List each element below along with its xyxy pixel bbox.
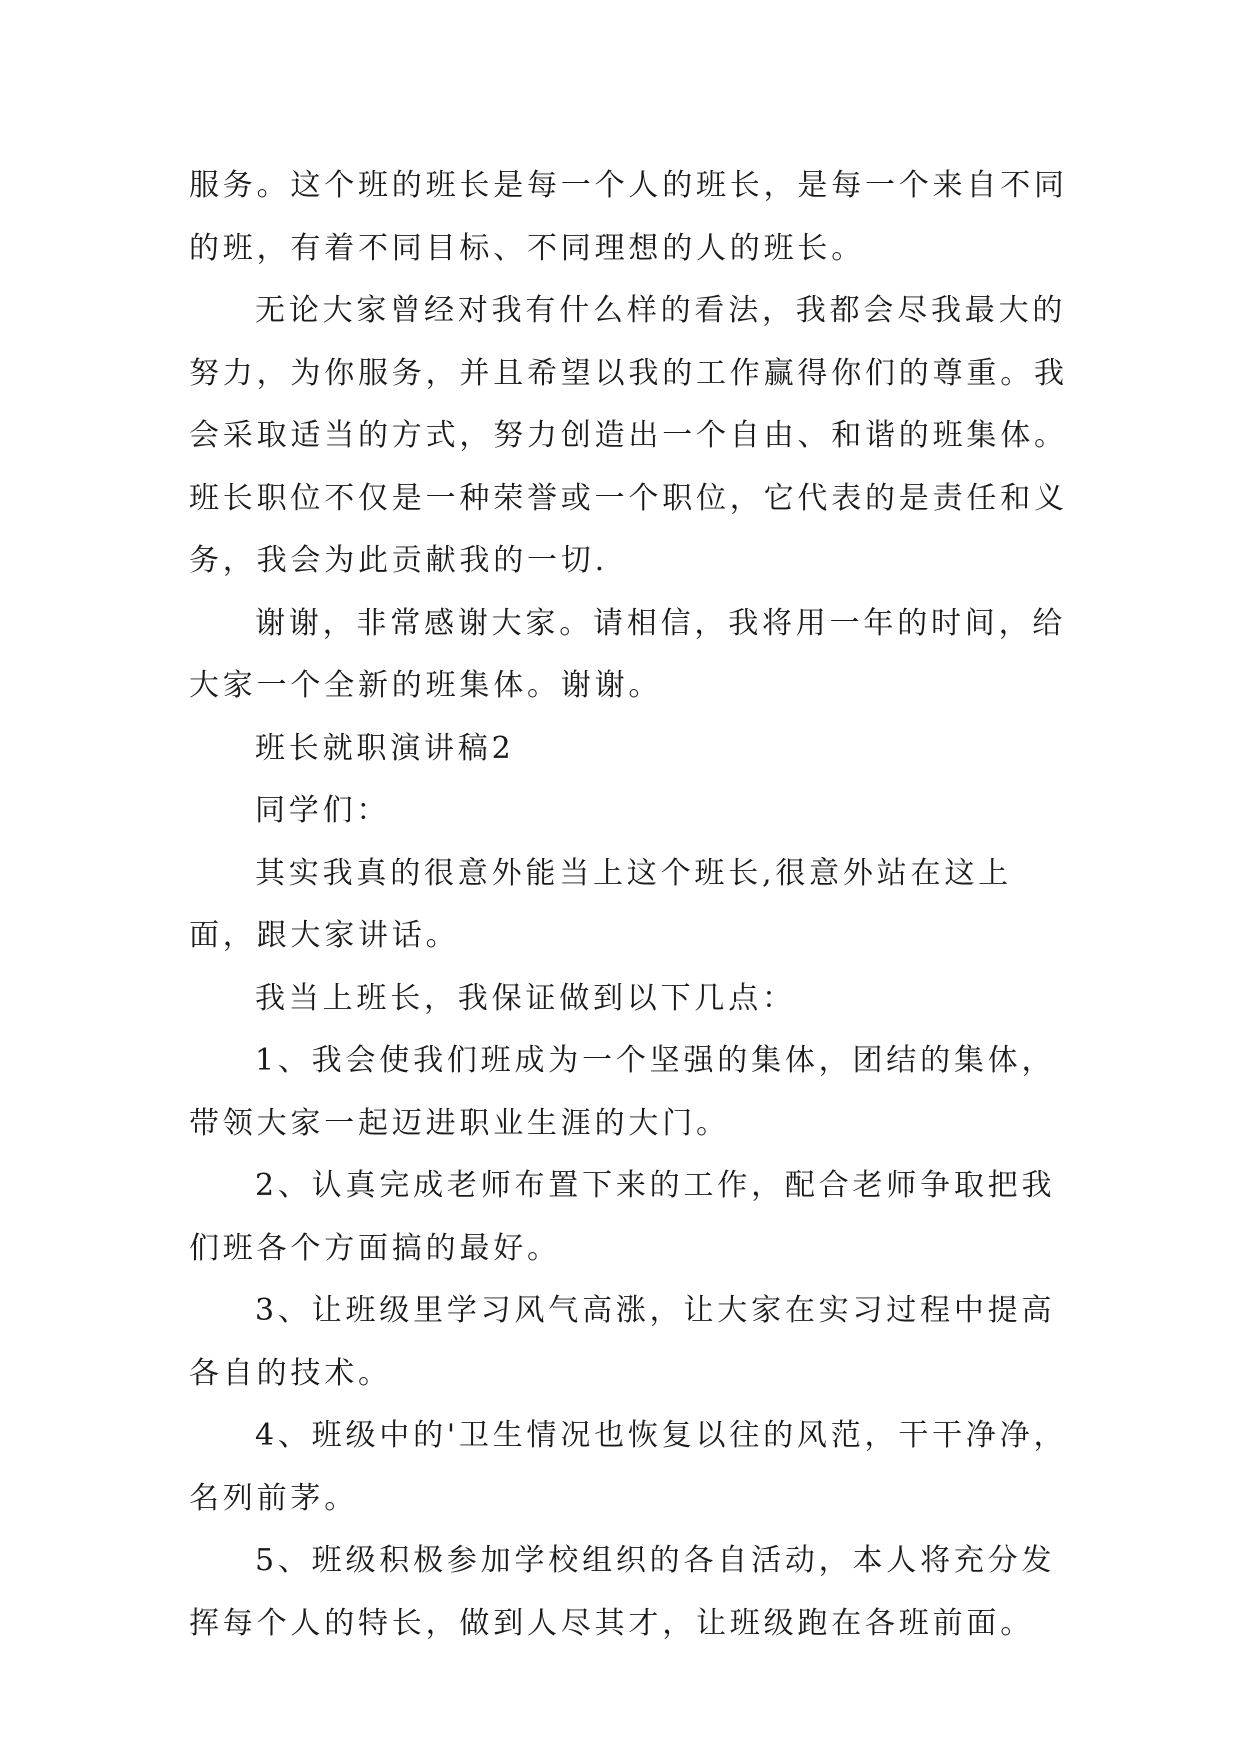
list-item: 2、认真完成老师布置下来的工作，配合老师争取把我们班各个方面搞的最好。 bbox=[189, 1168, 1056, 1266]
paragraph: 我当上班长，我保证做到以下几点： bbox=[255, 980, 796, 1016]
document-body bbox=[189, 155, 1069, 1655]
paragraph: 谢谢，非常感谢大家。请相信，我将用一年的时间，给大家一个全新的班集体。谢谢。 bbox=[189, 605, 1067, 703]
paragraph: 无论大家曾经对我有什么样的看法，我都会尽我最大的努力，为你服务，并且希望以我的工作赢得你们的尊重。我会采取适当的方式，努力创造出一个自由、和谐的班集体。班长职位不仅是一种荣誉或一个职位，它代表的是责任和义务，我会为此贡献我的一切. bbox=[189, 293, 1068, 578]
paragraph: 其实我真的很意外能当上这个班长,很意外站在这上面，跟大家讲话。 bbox=[189, 855, 1012, 953]
list-item: 3、让班级里学习风气高涨，让大家在实习过程中提高各自的技术。 bbox=[189, 1293, 1056, 1391]
salutation: 同学们： bbox=[255, 793, 391, 828]
section-heading: 班长就职演讲稿2 bbox=[255, 730, 515, 766]
list-item: 1、我会使我们班成为一个坚强的集体，团结的集体，带领大家一起迈进职业生涯的大门。 bbox=[189, 1043, 1056, 1141]
list-item: 4、班级中的'卫生情况也恢复以往的风范，干干净净，名列前茅。 bbox=[189, 1418, 1068, 1516]
list-item: 5、班级积极参加学校组织的各自活动，本人将充分发挥每个人的特长，做到人尽其才，让班级跑在各班前面。 bbox=[189, 1543, 1056, 1641]
paragraph: 服务。这个班的班长是每一个人的班长，是每一个来自不同的班，有着不同目标、不同理想的人的班长。 bbox=[189, 168, 1068, 266]
